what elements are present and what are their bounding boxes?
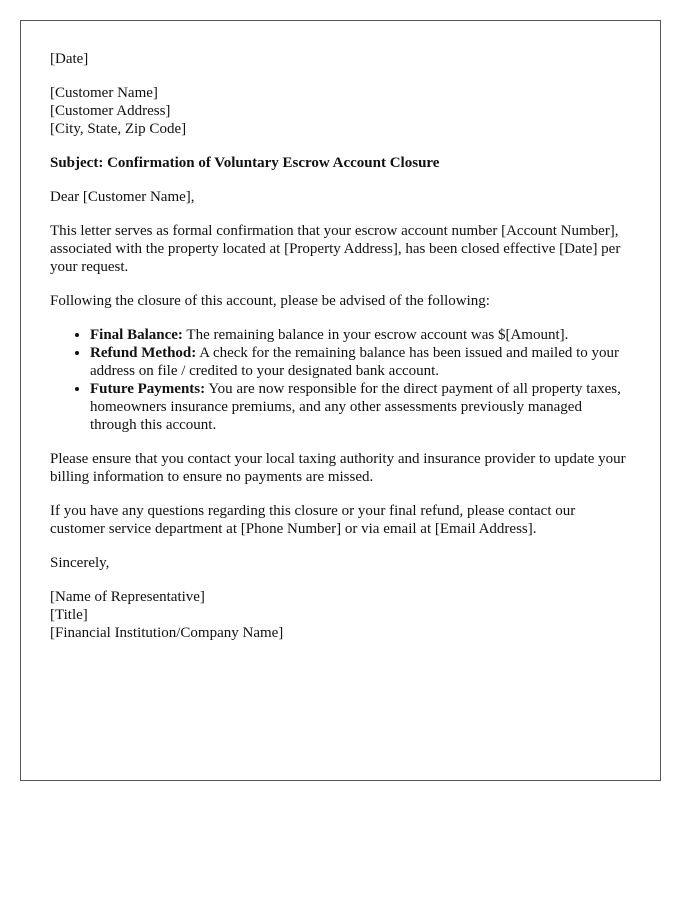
list-item-future-payments (90, 380, 631, 434)
list-item-final-balance (90, 326, 631, 344)
recipient-city-state-zip: [City, State, Zip Code] (50, 121, 187, 137)
letter-document (20, 20, 661, 781)
signature-block (50, 588, 631, 642)
list-item-text: A check for the remaining balance has been issued and mailed to your address on file / credited to your designated bank account. (90, 345, 620, 379)
list-item-term: Refund Method: (90, 345, 197, 361)
paragraph-update-billing: Please ensure that you contact your local taxing authority and insurance provider to update your billing information to ensure no payments are missed. (50, 451, 626, 485)
list-item-refund-method (90, 344, 631, 380)
closure-details-list (50, 326, 631, 434)
list-item-term: Final Balance: (90, 327, 183, 343)
letter-date: [Date] (50, 51, 89, 67)
letter-subject: Subject: Confirmation of Voluntary Escrow Account Closure (50, 155, 440, 171)
signature-title: [Title] (50, 607, 88, 623)
salutation: Dear [Customer Name], (50, 189, 195, 205)
signature-name: [Name of Representative] (50, 589, 205, 605)
list-item-text: You are now responsible for the direct payment of all property taxes, homeowners insurance premiums, and any other assessments previously managed through this account. (90, 381, 621, 433)
list-item-text: The remaining balance in your escrow account was $[Amount]. (182, 327, 569, 343)
paragraph-confirmation: This letter serves as formal confirmation that your escrow account number [Account Number], associated with the property located at [Property Address], has been closed effective [Date] per your request. (50, 223, 621, 275)
recipient-address: [Customer Address] (50, 103, 171, 119)
signature-company: [Financial Institution/Company Name] (50, 625, 284, 641)
paragraph-advisory: Following the closure of this account, please be advised of the following: (50, 293, 490, 309)
list-item-term: Future Payments: (90, 381, 206, 397)
paragraph-contact: If you have any questions regarding this closure or your final refund, please contact our customer service department at [Phone Number] or via email at [Email Address]. (50, 503, 576, 537)
recipient-name: [Customer Name] (50, 85, 158, 101)
closing: Sincerely, (50, 555, 110, 571)
recipient-block (50, 84, 631, 138)
